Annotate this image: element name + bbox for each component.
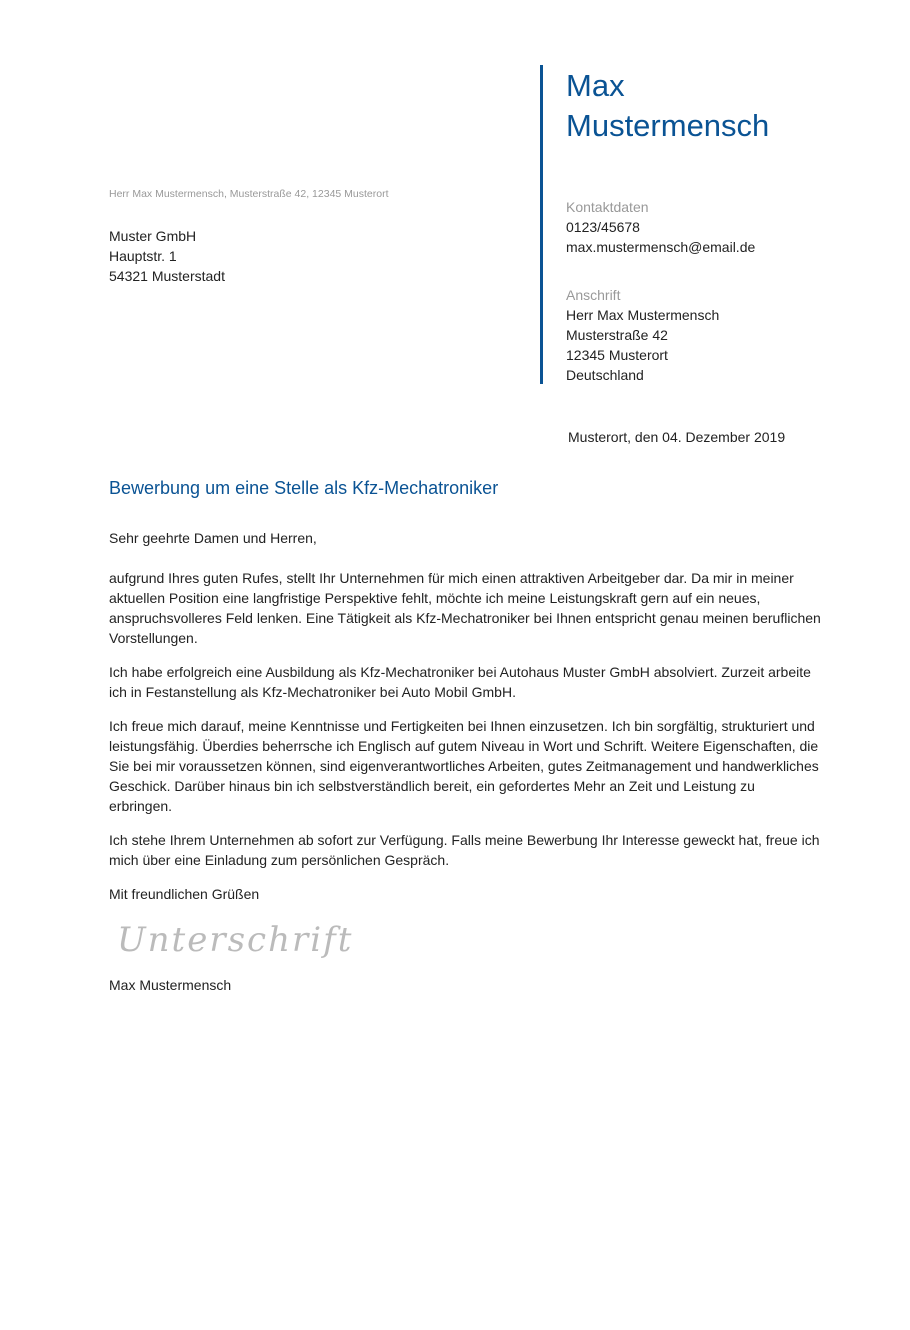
accent-bar	[540, 65, 543, 384]
letter-date: Musterort, den 04. Dezember 2019	[568, 429, 786, 445]
recipient-address	[109, 226, 225, 286]
address-label: Anschrift	[566, 287, 621, 303]
recipient-line: 54321 Musterstadt	[109, 268, 225, 284]
contact-label: Kontaktdaten	[566, 199, 649, 215]
letter-body	[109, 528, 821, 904]
salutation: Sehr geehrte Damen und Herren,	[109, 530, 317, 546]
body-paragraph: Ich freue mich darauf, meine Kenntnisse und Fertigkeiten bei Ihnen einzusetzen. Ich bin sorgfältig, strukturiert und leistungsfähig. Überdies beherrsche ich Englisch auf gutem Niveau in Wort und Schrift. Weitere Eigenschaften, die Sie bei mir voraussetzen können, sind eigenverantwortliches Arbeiten, gutes Zeitmanagement und handwerkliches Geschick. Darüber hinaus bin ich selbstverständlich bereit, ein gefordertes Mehr an Zeit und Leistung zu erbringen.	[109, 718, 819, 814]
signature-name: Max Mustermensch	[109, 977, 232, 993]
body-paragraph: aufgrund Ihres guten Rufes, stellt Ihr Unternehmen für mich einen attraktiven Arbeitgeber dar. Da mir in meiner aktuellen Position eine langfristige Perspektive fehlt, möchte ich meine Leistungskraft gern auf ein neues, anspruchsvolleres Feld lenken. Eine Tätigkeit als Kfz-Mechatroniker bei Ihnen entspricht genau meinen beruflichen Vorstellungen.	[109, 570, 821, 646]
sender-last-name: Mustermensch	[566, 108, 770, 143]
signature: Unterschrift	[117, 920, 354, 960]
return-address: Herr Max Mustermensch, Musterstraße 42, 12345 Musterort	[109, 188, 389, 200]
email-address: max.mustermensch@email.de	[566, 239, 756, 255]
address-line: Deutschland	[566, 367, 644, 383]
body-paragraph: Ich stehe Ihrem Unternehmen ab sofort zur Verfügung. Falls meine Bewerbung Ihr Interesse geweckt hat, freue ich mich über eine Einladung zum persönlichen Gespräch.	[109, 832, 820, 868]
address-line: Herr Max Mustermensch	[566, 307, 720, 323]
address-line: 12345 Musterort	[566, 347, 668, 363]
body-paragraph: Ich habe erfolgreich eine Ausbildung als Kfz-Mechatroniker bei Autohaus Muster GmbH absolviert. Zurzeit arbeite ich in Festanstellung als Kfz-Mechatroniker bei Auto Mobil GmbH.	[109, 664, 811, 700]
address-section	[566, 285, 886, 385]
letter-subject: Bewerbung um eine Stelle als Kfz-Mechatroniker	[109, 478, 499, 498]
address-line: Musterstraße 42	[566, 327, 668, 343]
contact-section	[566, 197, 886, 257]
recipient-line: Muster GmbH	[109, 228, 197, 244]
closing: Mit freundlichen Grüßen	[109, 886, 260, 902]
recipient-line: Hauptstr. 1	[109, 248, 177, 264]
sender-first-name: Max	[566, 68, 625, 103]
sender-name	[566, 66, 886, 146]
phone-number: 0123/45678	[566, 219, 640, 235]
